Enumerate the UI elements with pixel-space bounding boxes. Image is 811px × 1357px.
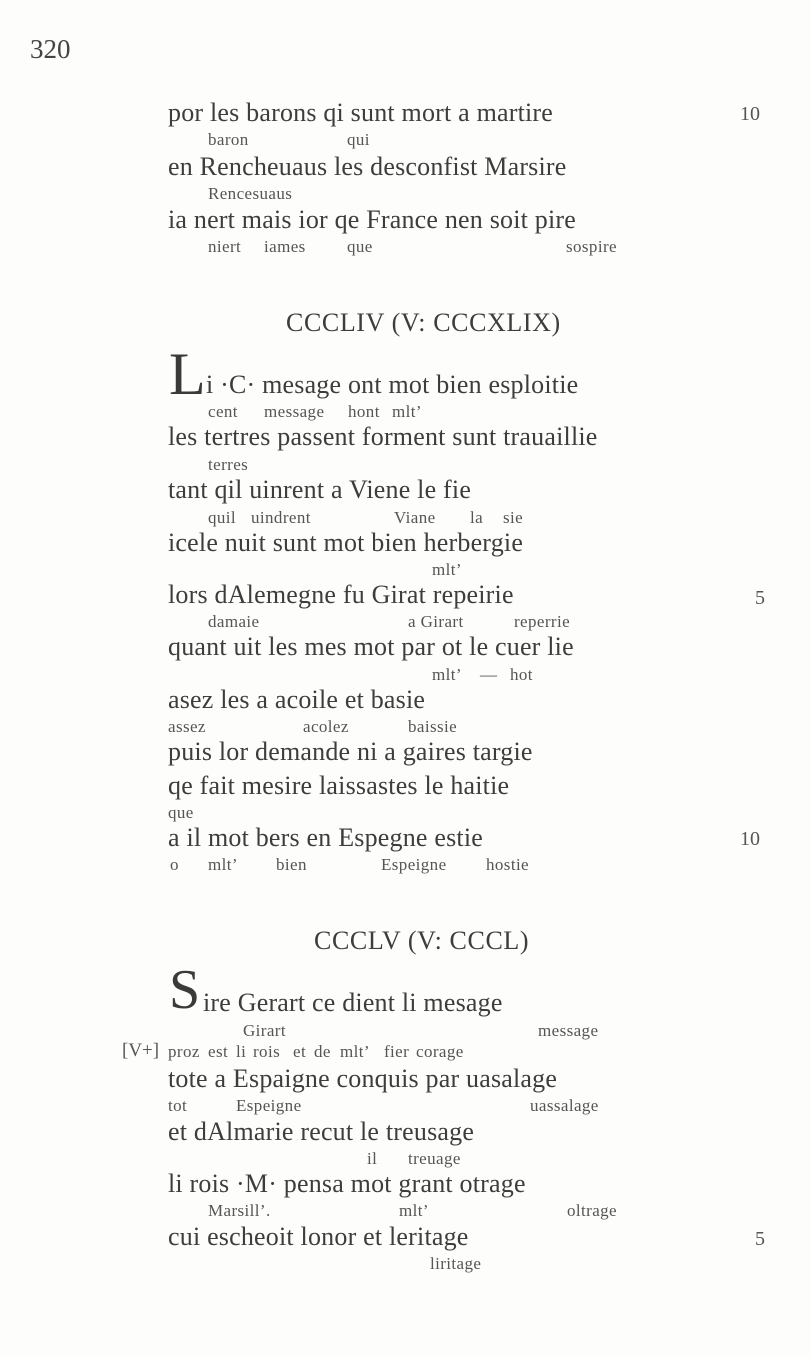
variant: Marsill’.	[208, 1201, 271, 1220]
verse-line: qe fait mesire laissastes le haitie	[168, 771, 510, 800]
page-number: 320	[30, 34, 71, 64]
variant: Espeigne	[236, 1096, 302, 1115]
variant: corage	[416, 1042, 464, 1061]
variant: mlt’	[392, 402, 422, 421]
variant: proz	[168, 1042, 200, 1061]
drop-initial: L	[169, 341, 206, 407]
verse-line: cui escheoit lonor et leritage	[168, 1222, 469, 1251]
variant: hot	[510, 665, 533, 684]
variant: quil	[208, 508, 237, 527]
verse-line: et dAlmarie recut le treusage	[168, 1117, 475, 1146]
line-number: 5	[755, 587, 765, 609]
verse-line: li rois ·M· pensa mot grant otrage	[168, 1169, 526, 1198]
variant: cent	[208, 402, 238, 421]
variant: message	[538, 1021, 599, 1040]
variant: que	[347, 237, 373, 256]
variant: treuage	[408, 1149, 461, 1168]
variant: iames	[264, 237, 306, 256]
verse-line: ia nert mais ior qe France nen soit pire	[168, 205, 576, 234]
verse-line: tote a Espaigne conquis par uasalage	[168, 1064, 558, 1093]
variant: rois	[253, 1042, 281, 1061]
verse-line: ire Gerart ce dient li mesage	[203, 988, 503, 1017]
variant: que	[168, 803, 194, 822]
verse-line: a il mot bers en Espegne estie	[168, 823, 484, 852]
variant: Girart	[243, 1021, 286, 1040]
verse-line: lors dAlemegne fu Girat repeirie	[168, 580, 514, 609]
variant: uassalage	[530, 1096, 599, 1115]
drop-initial: S	[169, 959, 201, 1021]
variant: sospire	[566, 237, 617, 256]
variant: assez	[168, 717, 206, 736]
line-number: 10	[740, 828, 760, 850]
verse-line: icele nuit sunt mot bien herbergie	[168, 528, 524, 557]
line-number: 10	[740, 103, 760, 125]
variant: bien	[276, 855, 307, 874]
variant: il	[367, 1149, 378, 1168]
variant: qui	[347, 130, 370, 149]
variant: fier	[384, 1042, 410, 1061]
line-number: 5	[755, 1228, 765, 1250]
variant: hont	[348, 402, 380, 421]
variant: hostie	[486, 855, 530, 874]
variant: Viane	[394, 508, 436, 527]
variant: la	[470, 508, 484, 527]
variant: o	[170, 855, 179, 874]
verse-line: i ·C· mesage ont mot bien esploitie	[206, 370, 579, 399]
variant: et	[293, 1042, 307, 1061]
variant: baissie	[408, 717, 458, 736]
variant: terres	[208, 455, 249, 474]
variant: liritage	[430, 1254, 482, 1273]
variant: niert	[208, 237, 242, 256]
variant: baron	[208, 130, 249, 149]
variant: tot	[168, 1096, 188, 1115]
variant: mlt’	[432, 665, 462, 684]
variant: mlt’	[432, 560, 462, 579]
variant: mlt’	[399, 1201, 429, 1220]
variant: li	[236, 1042, 247, 1061]
verse-line: tant qil uinrent a Viene le fie	[168, 475, 472, 504]
variant: est	[208, 1042, 229, 1061]
variant: oltrage	[567, 1201, 617, 1220]
verse-line: asez les a acoile et basie	[168, 685, 426, 714]
variant: message	[264, 402, 325, 421]
verse-line: por les barons qi sunt mort a martire	[168, 98, 554, 127]
laisse-heading: CCCLIV (V: CCCXLIX)	[286, 308, 561, 337]
margin-note: [V+]	[122, 1040, 160, 1061]
variant: mlt’	[340, 1042, 370, 1061]
verse-line: les tertres passent forment sunt trauaillie	[168, 422, 598, 451]
variant: Rencesuaus	[208, 184, 293, 203]
verse-line: puis lor demande ni a gaires targie	[168, 737, 533, 766]
variant: acolez	[303, 717, 349, 736]
variant: uindrent	[251, 508, 311, 527]
verse-line: quant uit les mes mot par ot le cuer lie	[168, 632, 574, 661]
variant: de	[314, 1042, 331, 1061]
variant: Espeigne	[381, 855, 447, 874]
variant: damaie	[208, 612, 260, 631]
variant: mlt’	[208, 855, 238, 874]
variant: a Girart	[408, 612, 464, 631]
variant: sie	[503, 508, 524, 527]
verse-line: en Rencheuaus les desconfist Marsire	[168, 152, 567, 181]
variant: —	[480, 665, 498, 684]
laisse-heading: CCCLV (V: CCCL)	[314, 926, 530, 955]
variant: reperrie	[514, 612, 571, 631]
